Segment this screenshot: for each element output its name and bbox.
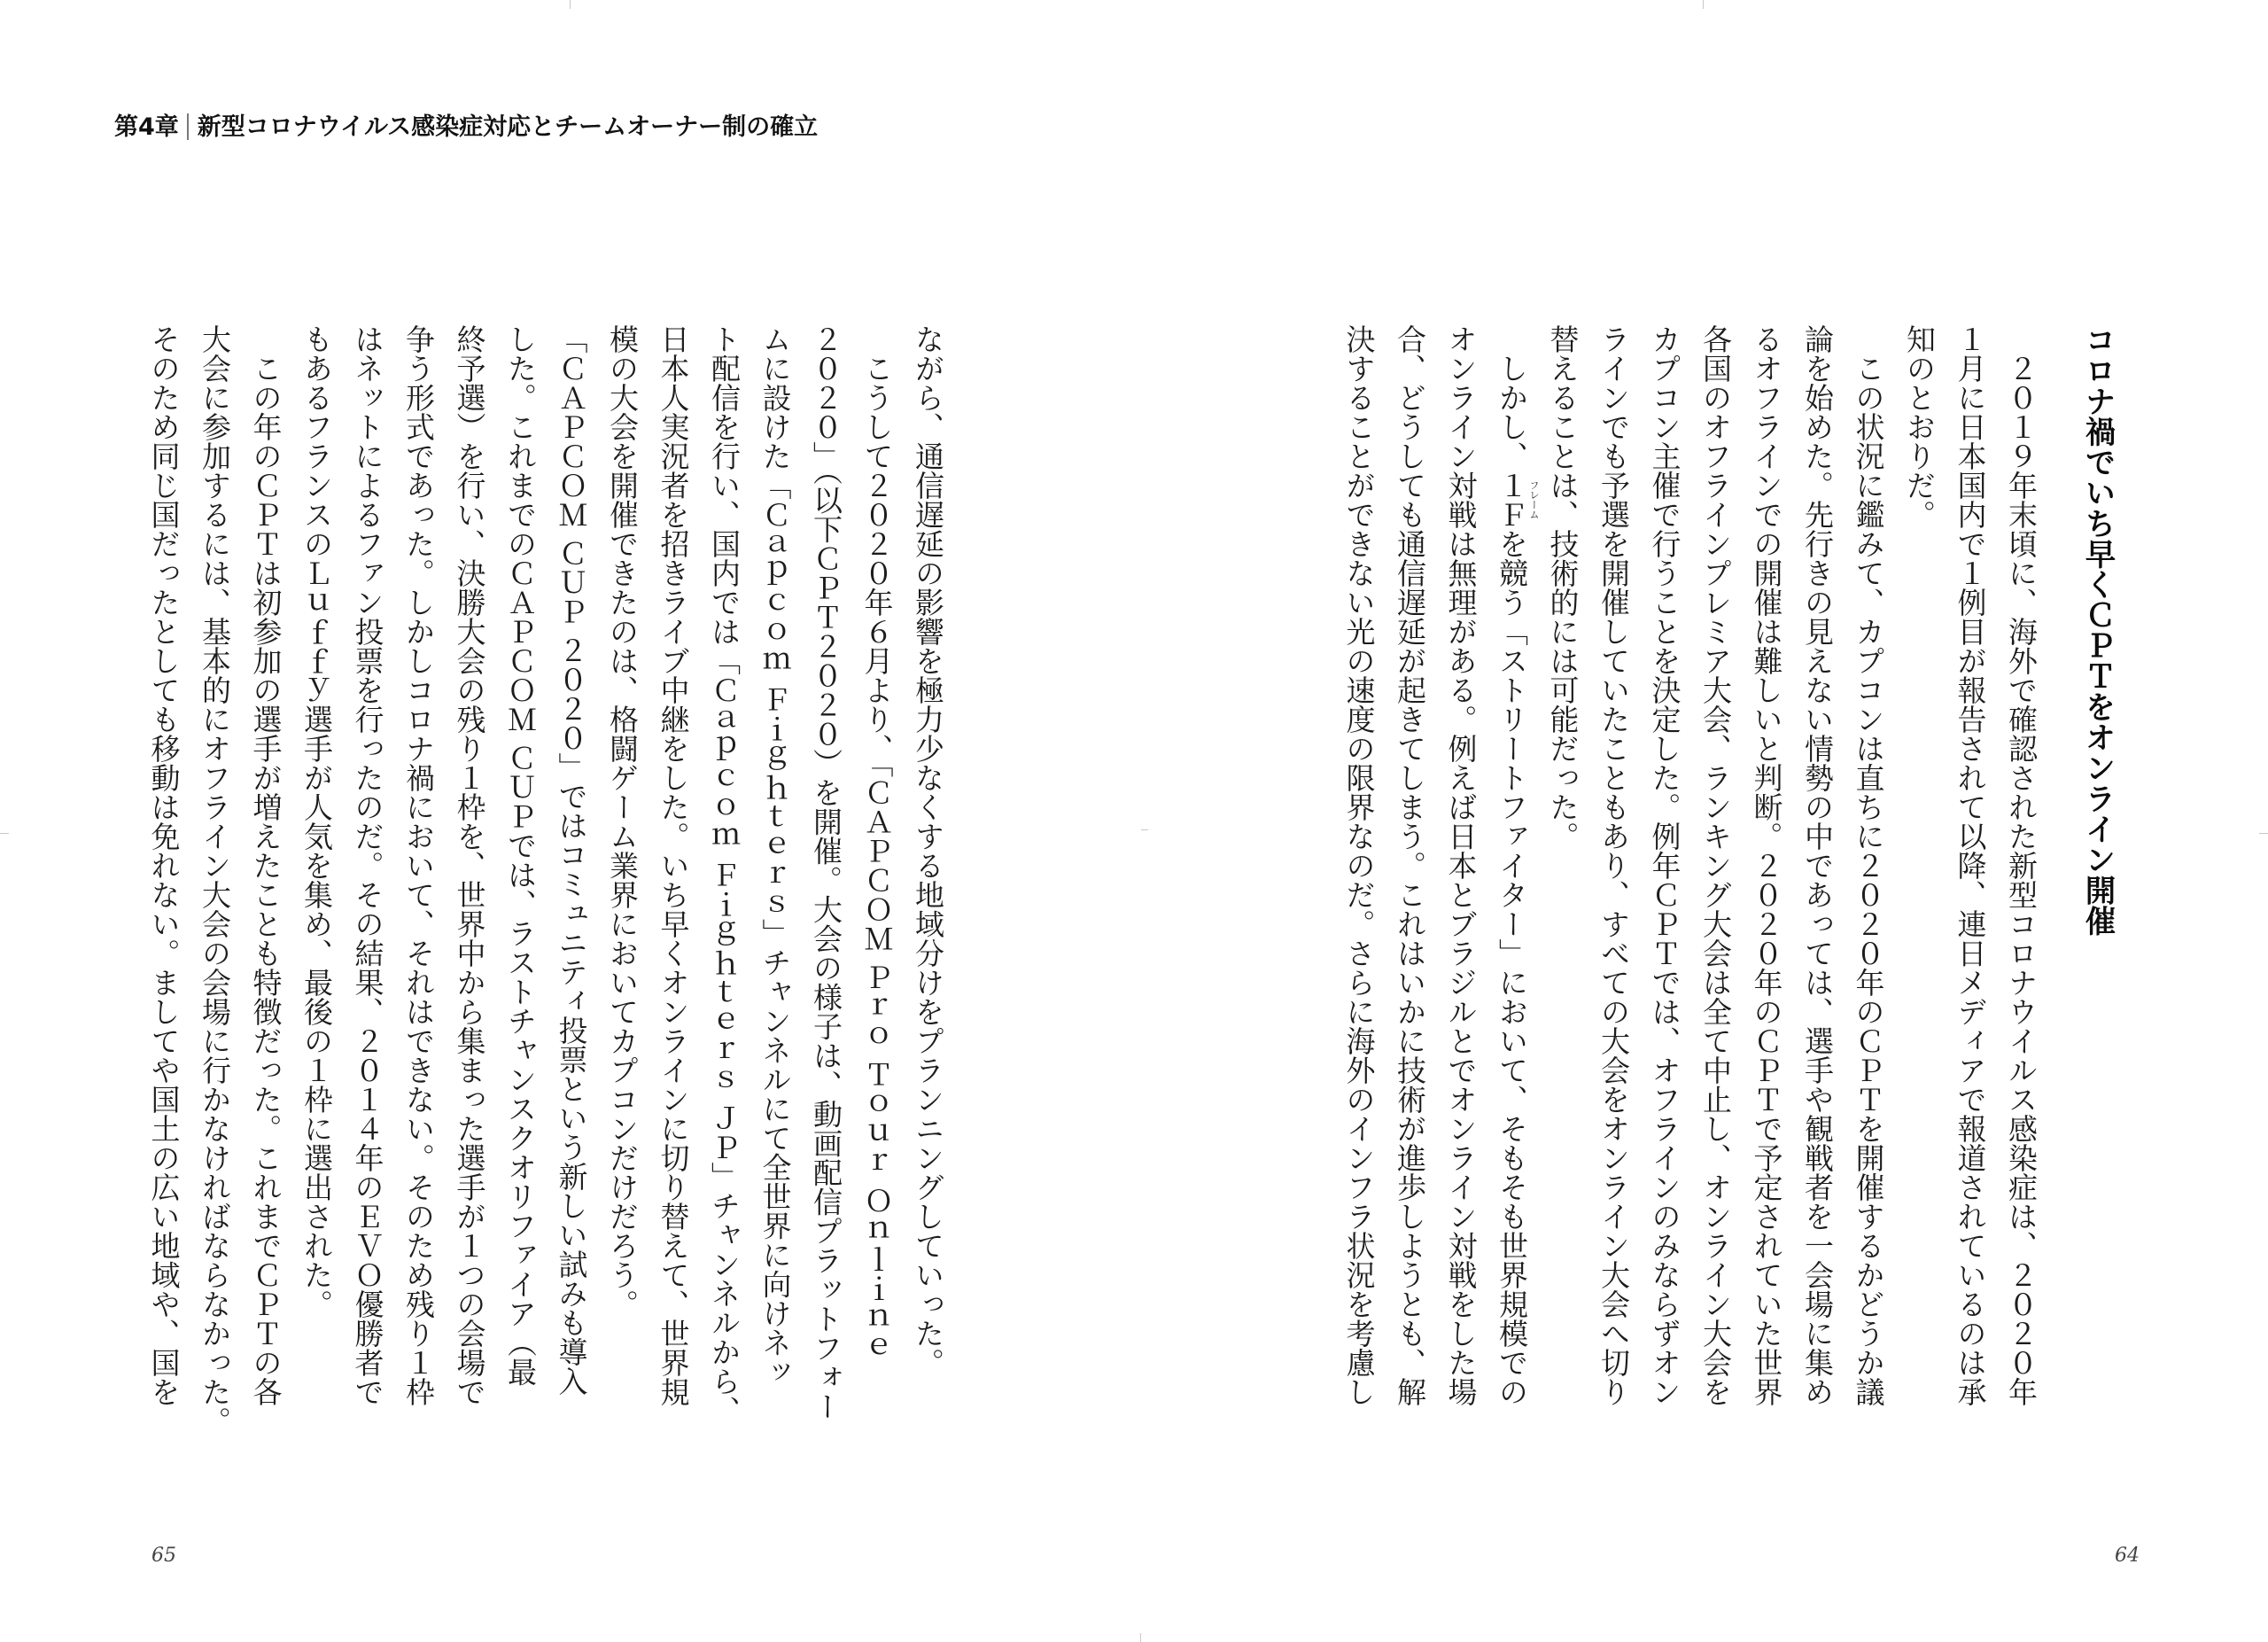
ruby-annotation: フレーム <box>1528 480 1540 519</box>
running-header <box>114 112 818 144</box>
ruby-base <box>1495 471 1540 529</box>
text-column: した。これまでのＣＡＰＣＯＭ ＣＵＰでは、ラストチャンスクオリファイア（最 <box>503 324 538 1387</box>
text-column <box>1487 324 1538 1432</box>
chapter-number: 第4章 <box>114 113 179 141</box>
chapter-title: 新型コロナウイルス感染症対応とチームオーナー制の確立 <box>197 113 819 141</box>
text-column: ２０１９年末頃に、海外で確認された新型コロナウイルス感染症は、２０２０年 <box>2004 324 2039 1406</box>
page-number-right: 64 <box>2115 1545 2140 1567</box>
text-column: るオフラインでの開催は難しいと判断。２０２０年のＣＰＴで予定されていた世界 <box>1749 324 1784 1406</box>
text-column: 論を始めた。先行きの見えない情勢の中であっては、選手や観戦者を一会場に集め <box>1800 324 1835 1406</box>
crop-mark-top-left <box>570 0 571 9</box>
text-column: 替えることは、技術的には可能だった。 <box>1545 324 1581 851</box>
text-column: 模の大会を開催できたのは、格闘ゲーム業界においてカプコンだけだろう。 <box>605 324 640 1319</box>
text-column: 知のとおりだ。 <box>1902 324 1937 529</box>
text-column: そのため同じ国だったとしても移動は免れない。ましてや国土の広い地域や、国を <box>146 324 182 1406</box>
header-separator <box>187 113 189 140</box>
ruby-base-text: １Ｆ <box>1495 471 1529 529</box>
text-column: ムに設けた「Ｃａｐｃｏｍ Ｆｉｇｈｔｅｒｓ」チャンネルにて全世界に向けネッ <box>757 324 793 1387</box>
text-column: こうして２０２０年６月より、「ＣＡＰＣＯＭ Ｐｒｏ Ｔｏｕｒ Ｏｎｌｉｎｅ <box>859 324 895 1361</box>
crop-mark-right-edge <box>2259 833 2268 834</box>
left-page-body <box>138 324 953 1436</box>
text-column: 日本人実況者を招きライブ中継をした。いち早くオンラインに切り替えて、世界規 <box>656 324 691 1406</box>
text-column: 終予選）を行い、決勝大会の残り１枠を、世界中から集まった選手が１つの会場で <box>452 324 487 1406</box>
text-column: ２０２０」（以下ＣＰＴ２０２０）を開催。大会の様子は、動画配信プラットフォー <box>809 324 843 1421</box>
text-column: ながら、通信遅延の影響を極力少なくする地域分けをプランニングしていった。 <box>911 324 945 1377</box>
text-column: 大会に参加するには、基本的にオフライン大会の会場に行かなければならなかった。 <box>198 324 232 1436</box>
text-column: はネットによるファン投票を行ったのだ。その結果、２０１４年のＥＶＯ優勝者で <box>350 324 385 1406</box>
text-column: この状況に鑑みて、カプコンは直ちに２０２０年のＣＰＴを開催するかどうか議 <box>1851 324 1886 1406</box>
text-column: １月に日本国内で１例目が報告されて以降、連日メディアで報道されているのは承 <box>1953 324 1988 1406</box>
text-column: 決することができない光の速度の限界なのだ。さらに海外のインフラ状況を考慮し <box>1341 324 1377 1406</box>
text-column: もあるフランスのＬｕｆｆｙ選手が人気を集め、最後の１枠に選出された。 <box>299 324 334 1319</box>
crop-mark-left-edge <box>0 833 9 834</box>
section-heading: コロナ禍でいち早くＣＰＴをオンライン開催 <box>2079 324 2115 936</box>
text-column: 合、どうしても通信遅延が起きてしまう。これはいかに技術が進歩しようとも、解 <box>1393 324 1427 1406</box>
text-segment: を競う「ストリートファイター」において、そもそも世界規模での <box>1495 529 1529 1406</box>
right-page-body <box>1333 324 2047 1432</box>
text-column: ト配信を行い、国内では「Ｃａｐｃｏｍ Ｆｉｇｈｔｅｒｓ ＪＰ」チャンネルから、 <box>707 324 742 1425</box>
text-column: 争う形式であった。しかしコロナ禍において、それはできない。そのため残り１枠 <box>401 324 436 1406</box>
text-column: オンライン対戦は無理がある。例えば日本とブラジルとでオンライン対戦をした場 <box>1443 324 1479 1406</box>
crop-mark-top-right <box>1703 0 1704 9</box>
text-column: ラインでも予選を開催していたこともあり、すべての大会をオンライン大会へ切り <box>1596 324 1631 1406</box>
text-column: この年のＣＰＴは初参加の選手が増えたことも特徴だった。これまでＣＰＴの各 <box>248 324 284 1406</box>
crop-mark-bottom <box>1140 1633 1141 1642</box>
crop-mark-gutter <box>1141 829 1148 830</box>
text-column: 各国のオフラインプレミア大会、ランキング大会は全て中止し、オンライン大会を <box>1698 324 1733 1406</box>
text-column: 「ＣＡＰＣＯＭ ＣＵＰ ２０２０」ではコミュニティ投票という新しい試みも導入 <box>554 324 589 1396</box>
text-column: カプコン主催で行うことを決定した。例年ＣＰＴでは、オフラインのみならずオン <box>1647 324 1682 1406</box>
text-segment: しかし、 <box>1495 324 1529 471</box>
page-number-left: 65 <box>151 1545 176 1567</box>
